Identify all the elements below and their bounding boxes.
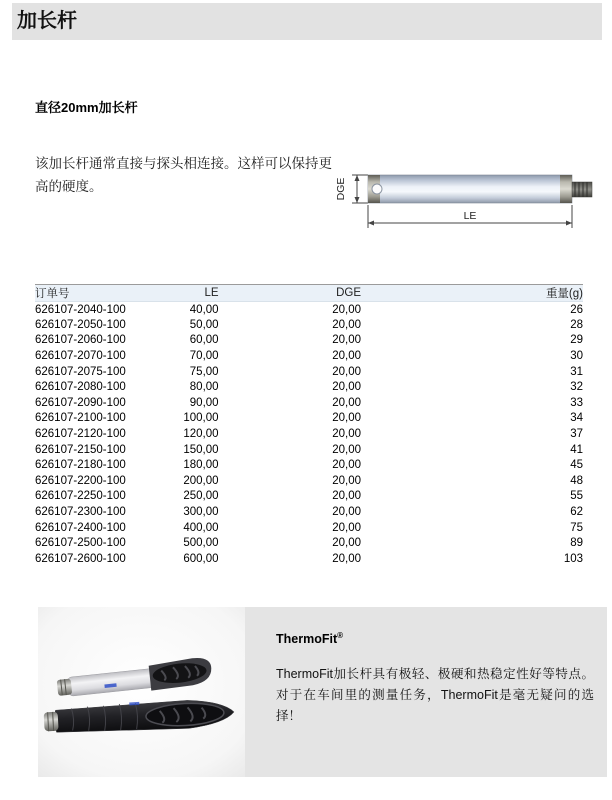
dge-arrow-top [355, 175, 360, 181]
table-cell: 55 [570, 490, 583, 503]
table-cell: 40,00 [189, 303, 219, 316]
table-cell: 20,00 [332, 490, 362, 503]
table-cell: 300,00 [183, 506, 219, 519]
column-header-weight: 重量(g) [361, 285, 583, 302]
table-cell: 28 [570, 318, 583, 331]
table-cell: 20,00 [332, 303, 362, 316]
table-cell: 626107-2040-100 [35, 303, 126, 316]
table-cell: 80,00 [189, 381, 219, 394]
table-cell: 626107-2400-100 [35, 521, 126, 534]
table-cell: 626107-2070-100 [35, 350, 126, 363]
rod-hole [372, 184, 382, 194]
promo-content [276, 631, 594, 727]
table-cell: 90,00 [189, 396, 219, 409]
table-cell: 30 [570, 350, 583, 363]
table-cell: 600,00 [183, 552, 219, 565]
table-cell: 62 [570, 506, 583, 519]
table-cell: 20,00 [332, 506, 362, 519]
thermofit-heading [276, 631, 594, 646]
table-row [35, 364, 583, 380]
promo-panel [38, 607, 607, 777]
table-header-row [35, 285, 583, 302]
table-cell: 20,00 [332, 428, 362, 441]
dge-label: DGE [335, 177, 347, 201]
table-cell: 20,00 [332, 334, 362, 347]
table-cell: 626107-2600-100 [35, 552, 126, 565]
table-cell: 70,00 [189, 350, 219, 363]
table-cell: 34 [570, 412, 583, 425]
title-banner [12, 3, 602, 40]
promo-paragraph: ThermoFit加长杆具有极轻、极硬和热稳定性好等特点。对于在车间里的测量任务，ThermoFit是毫无疑问的选择！ [276, 667, 594, 724]
table-cell: 45 [570, 459, 583, 472]
table-cell: 75 [570, 521, 583, 534]
table-cell: 33 [570, 396, 583, 409]
table-cell: 100,00 [183, 412, 219, 425]
table-cell: 626107-2090-100 [35, 396, 126, 409]
table-cell: 20,00 [332, 350, 362, 363]
table-cell: 29 [570, 334, 583, 347]
table-cell: 20,00 [332, 443, 362, 456]
table-cell: 75,00 [189, 365, 219, 378]
table-row [35, 551, 583, 567]
table-cell: 626107-2300-100 [35, 506, 126, 519]
table-cell: 20,00 [332, 537, 362, 550]
table-cell: 89 [570, 537, 583, 550]
table-cell: 20,00 [332, 552, 362, 565]
table-cell: 626107-2075-100 [35, 365, 126, 378]
table-row [35, 395, 583, 411]
table-cell: 180,00 [183, 459, 219, 472]
technical-drawing [334, 127, 606, 235]
le-label: LE [463, 210, 477, 222]
column-header-order-number: 订单号 [35, 285, 167, 302]
le-arrow-left [368, 221, 374, 226]
table-cell: 626107-2180-100 [35, 459, 126, 472]
table-cell: 20,00 [332, 474, 362, 487]
table-cell: 500,00 [183, 537, 219, 550]
table-cell: 20,00 [332, 396, 362, 409]
table-cell: 250,00 [183, 490, 219, 503]
table-cell: 626107-2250-100 [35, 490, 126, 503]
table-cell: 626107-2080-100 [35, 381, 126, 394]
rod-graphic [368, 175, 592, 203]
table-row [35, 333, 583, 349]
table-row [35, 379, 583, 395]
table-cell: 20,00 [332, 459, 362, 472]
table-cell: 626107-2500-100 [35, 537, 126, 550]
table-row [35, 457, 583, 473]
dge-arrow-bottom [355, 197, 360, 203]
registered-mark: ® [337, 631, 344, 640]
brand-name: ThermoFit [276, 632, 338, 647]
table-row [35, 535, 583, 551]
table-cell: 626107-2120-100 [35, 428, 126, 441]
spec-table [35, 284, 583, 567]
table-cell: 626107-2060-100 [35, 334, 126, 347]
extension-rod-diagram [334, 127, 606, 235]
table-cell: 626107-2050-100 [35, 318, 126, 331]
table-row [35, 504, 583, 520]
table-cell: 120,00 [183, 428, 219, 441]
table-cell: 20,00 [332, 381, 362, 394]
table-cell: 626107-2200-100 [35, 474, 126, 487]
table-cell: 20,00 [332, 365, 362, 378]
table-cell: 400,00 [183, 521, 219, 534]
page-title: 加长杆 [17, 10, 77, 32]
table-cell: 20,00 [332, 318, 362, 331]
thermofit-rods-image [38, 607, 245, 777]
table-cell: 200,00 [183, 474, 219, 487]
table-cell: 60,00 [189, 334, 219, 347]
table-row [35, 317, 583, 333]
product-description: 该加长杆通常直接与探头相连接。这样可以保持更高的硬度。 [35, 156, 332, 194]
column-header-le: LE [167, 285, 219, 302]
table-row [35, 520, 583, 536]
table-cell: 48 [570, 474, 583, 487]
dge-dimension-lines [352, 175, 368, 203]
table-row [35, 473, 583, 489]
table-cell: 626107-2100-100 [35, 412, 126, 425]
table-cell: 150,00 [183, 443, 219, 456]
table-row [35, 442, 583, 458]
table-row [35, 411, 583, 427]
table-cell: 26 [570, 303, 583, 316]
table-row [35, 348, 583, 364]
section-title: 直径20mm加长杆 [35, 100, 138, 115]
table-cell: 50,00 [189, 318, 219, 331]
table-cell: 37 [570, 428, 583, 441]
table-cell: 41 [570, 443, 583, 456]
table-cell: 32 [570, 381, 583, 394]
table-row [35, 426, 583, 442]
table-body [35, 302, 583, 567]
le-arrow-right [566, 221, 572, 226]
table-cell: 626107-2150-100 [35, 443, 126, 456]
table-cell: 20,00 [332, 412, 362, 425]
table-row [35, 489, 583, 505]
table-cell: 103 [563, 552, 583, 565]
table-row [35, 302, 583, 318]
column-header-dge: DGE [219, 285, 361, 302]
table-cell: 20,00 [332, 521, 362, 534]
product-photo [38, 607, 245, 777]
table-cell: 31 [570, 365, 583, 378]
